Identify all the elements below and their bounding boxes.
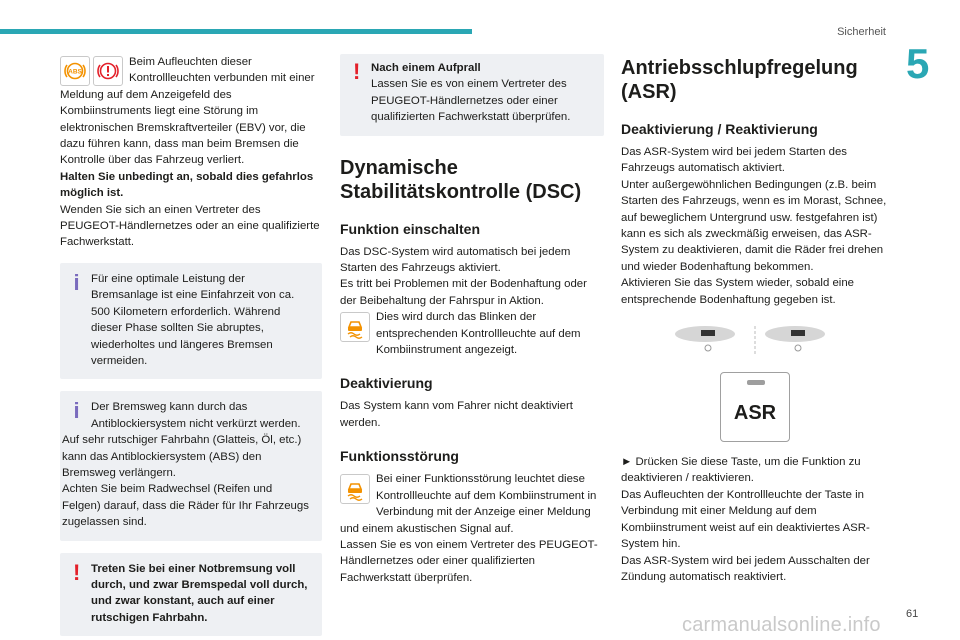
column-left (60, 54, 322, 636)
asr-text-3: Aktivieren Sie das System wieder, sobald eine entsprechende Bodenhaftung gegeben ist. (621, 277, 854, 306)
column-right (621, 54, 889, 585)
warning-note-emergency (60, 553, 322, 637)
steering-wheel-icon (621, 324, 889, 358)
dsc-on-text-2: Es tritt bei Problemen mit der Bodenhaftung oder der Beibehaltung der Fahrspur in Aktion. (340, 278, 587, 307)
note-text: Achten Sie beim Radwechsel (Reifen und Felgen) darauf, dass die Räder für Ihr Fahrzeugs zugelassen sind. (62, 483, 309, 529)
info-icon: i (73, 398, 80, 424)
header-accent-bar (0, 29, 472, 34)
info-note-abs (60, 391, 322, 540)
asr-indicator-led (747, 380, 765, 385)
heading-deactivation: Deaktivierung (340, 375, 433, 392)
warning-icon: ! (73, 559, 81, 585)
asr-text-6: Das ASR-System wird bei jedem Ausschalten der Zündung automatisch reaktiviert. (621, 554, 870, 583)
column-middle (340, 54, 604, 586)
warning-icon: ! (353, 59, 361, 84)
warning-text: Treten Sie bei einer Notbremsung voll durch, und zwar Bremspedal voll durch, und zwar konstant, auch auf einer rutschigen Fahrbahn. (91, 562, 308, 624)
heading-dsc: Dynamische Stabilitätskontrolle (DSC) (340, 156, 582, 203)
skid-warning-icon (340, 474, 370, 504)
asr-button[interactable] (720, 372, 790, 442)
heading-malfunction: Funktionsstörung (340, 448, 459, 465)
dsc-lamp-block (340, 309, 604, 358)
skid-warning-icon (340, 312, 370, 342)
dsc-on-text-3: Dies wird durch das Blinken der entsprechenden Kontrollleuchte auf dem Kombiinstrument angezeigt. (376, 311, 581, 357)
ebv-text: Beim Aufleuchten dieser Kontrollleuchten verbunden mit einer Meldung auf dem Anzeigefeld des Kombiinstruments liegt eine Störung im elektronischen Bremskraftverteiler (EBV) vor, die dazu führen kann, dass man beim Bremsen die Kontrolle über das Fahrzeug verliert. (60, 56, 315, 167)
note-text: Auf sehr rutschiger Fahrbahn (Glatteis, Öl, etc.) kann das Antiblockiersystem (ABS) den Bremsweg verlängern. (62, 434, 302, 479)
note-text: Für eine optimale Leistung der Bremsanlage ist eine Einfahrzeit von ca. 500 Kilometern erforderlich. Während dieser Phase sollten Sie abruptes, wiederholtes und längeres Bremsen vermeiden. (91, 272, 295, 367)
watermark: carmanualsonline.info (682, 614, 881, 636)
dsc-icons (340, 312, 370, 342)
asr-text-4: ► Drücken Sie diese Taste, um die Funktion zu deaktivieren / reaktivieren. (621, 456, 861, 485)
page-number: 61 (906, 608, 919, 620)
dsc-fault-text-1: Bei einer Funktionsstörung leuchtet diese Kontrollleuchte auf dem Kombiinstrument in Verbindung mit der Anzeige einer Meldung und einem akustischen Signal auf. (340, 473, 597, 535)
chapter-number: 5 (906, 40, 930, 87)
warning-text: Lassen Sie es von einem Vertreter des PEUGEOT-Händlernetzes oder einer qualifizierten Fachwerkstatt überprüfen. (371, 78, 571, 124)
svg-text:ABS: ABS (68, 68, 82, 76)
heading-asr-toggle: Deaktivierung / Reaktivierung (621, 121, 818, 137)
dsc-fault-icons (340, 474, 370, 504)
info-note-breakin (60, 263, 322, 379)
warning-note-crash (340, 54, 604, 136)
dsc-on-text-1: Das DSC-System wird automatisch bei jedem Starten des Fahrzeugs aktiviert. (340, 245, 571, 275)
dsc-off-text: Das System kann vom Fahrer nicht deaktiviert werden. (340, 400, 573, 429)
brake-warning-icon (93, 56, 123, 86)
info-icon: i (73, 269, 80, 295)
ebv-icons (60, 56, 123, 86)
note-text: Der Bremsweg kann durch das Antiblockiersystem nicht verkürzt werden. (91, 401, 301, 430)
abs-warning-icon (60, 56, 90, 86)
asr-text-5: Das Aufleuchten der Kontrollleuchte der Taste in Verbindung mit einer Meldung auf dem Kombiinstrument weist auf ein deaktiviertes ASR-System hin. (621, 488, 870, 551)
ebv-block (60, 54, 322, 251)
section-title: Sicherheit (837, 26, 886, 38)
heading-asr: Antriebsschlupfregelung (ASR) (621, 57, 858, 103)
warning-title: Nach einem Aufprall (371, 62, 481, 74)
heading-activation: Funktion einschalten (340, 220, 481, 237)
asr-button-label: ASR (733, 402, 777, 425)
steering-wheel-illustration (621, 324, 889, 358)
asr-text-2: Unter außergewöhnlichen Bedingungen (z.B. beim Starten des Fahrzeugs, wenn es im Morast, Schnee, auf beweglichem Untergrund usw. festgefahren ist) kann es sich als zweckmäßig erweisen, das ASR-System zu deaktivieren, damit die Räder frei drehen und wieder Bodenhaftung bekommen. (621, 178, 887, 273)
ebv-after: Wenden Sie sich an einen Vertreter des PEUGEOT-Händlernetzes oder an eine qualifizierte Fachwerkstatt. (60, 203, 320, 249)
ebv-bold: Halten Sie unbedingt an, sobald dies gefahrlos möglich ist. (60, 170, 314, 200)
dsc-fault-block (340, 471, 604, 586)
asr-text-1: Das ASR-System wird bei jedem Starten des Fahrzeugs automatisch aktiviert. (621, 146, 848, 175)
dsc-fault-text-2: Lassen Sie es von einem Vertreter des PEUGEOT-Händlernetzes oder einer qualifizierten Fachwerkstatt überprüfen. (340, 538, 598, 584)
